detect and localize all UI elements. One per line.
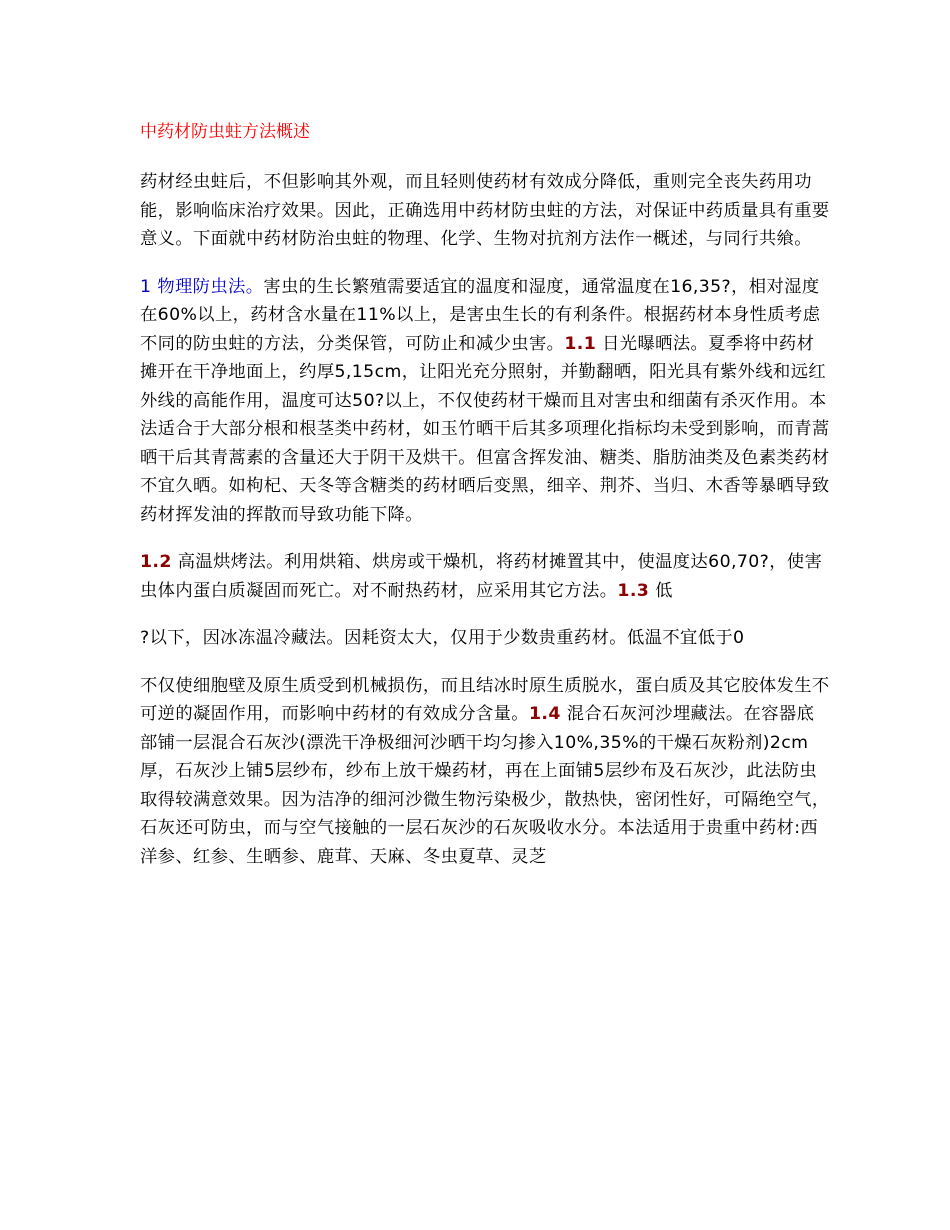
section-1-number: 1 xyxy=(140,276,152,297)
fragment-text-1: ?以下，因冰冻温冷藏法。因耗资太大，仅用于少数贵重药材。低温不宜低于0 xyxy=(140,628,745,648)
document-title: 中药材防虫蛀方法概述 xyxy=(140,122,310,142)
section-1-2-number: 1.2 xyxy=(140,552,172,572)
intro-paragraph xyxy=(140,168,830,254)
section-1-2-text: 高温烘烤法。利用烘箱、烘房或干燥机，将药材摊置其中，使温度达60,70?，使害虫体内蛋白质凝固而死亡。对不耐热药材，应采用其它方法。 xyxy=(140,552,823,601)
section-1-3-number: 1.3 xyxy=(617,580,650,601)
fragment-paragraph-1 xyxy=(140,624,830,653)
section-1-2-paragraph xyxy=(140,548,830,605)
section-1-paragraph xyxy=(140,273,830,530)
section-1-4-number: 1.4 xyxy=(529,704,561,724)
fragment-text-2: 不仅使细胞壁及原生质受到机械损伤，而且结冰时原生质脱水，蛋白质及其它胶体发生不可逆的凝固作用，而影响中药材的有效成分含量。 xyxy=(140,675,830,724)
section-1-3-text: 低 xyxy=(655,580,673,601)
section-1-text: 害虫的生长繁殖需要适宜的温度和湿度，通常温度在16,35?，相对湿度在60%以上，药材含水量在11%以上，是害虫生长的有利条件。根据药材本身性质考虑不同的防虫蛀的方法，分类保管，可防止和减少虫害。 xyxy=(140,276,821,354)
intro-text: 药材经虫蛀后，不但影响其外观，而且轻则使药材有效成分降低，重则完全丧失药用功能，影响临床治疗效果。因此，正确选用中药材防虫蛀的方法，对保证中药质量具有重要意义。下面就中药材防治虫蛀的物理、化学、生物对抗剂方法作一概述，与同行共飨。 xyxy=(140,172,830,249)
section-1-heading: 物理防虫法。 xyxy=(157,276,264,297)
section-1-4-text: 混合石灰河沙埋藏法。在容器底部铺一层混合石灰沙(漂洗干净极细河沙晒干均匀掺入10%,35%的干燥石灰粉剂)2cm厚，石灰沙上铺5层纱布，纱布上放干燥药材，再在上面铺5层纱布及石灰沙，此法防虫取得较满意效果。因为洁净的细河沙微生物污染极少，散热快，密闭性好，可隔绝空气，石灰还可防虫，而与空气接触的一层石灰沙的石灰吸收水分。本法适用于贵重中药材:西洋参、红参、生晒参、鹿茸、天麻、冬虫夏草、灵芝 xyxy=(140,704,830,867)
document-page xyxy=(140,118,830,890)
fragment-paragraph-2 xyxy=(140,672,830,872)
section-1-1-number: 1.1 xyxy=(564,333,597,354)
section-1-1-text: 日光曝晒法。夏季将中药材摊开在干净地面上，约厚5,15cm，让阳光充分照射，并勤翻晒，阳光具有紫外线和远红外线的高能作用，温度可达50?以上，不仅使药材干燥而且对害虫和细菌有杀灭作用。本法适合于大部分根和根茎类中药材，如玉竹晒干后其多项理化指标均未受到影响，而青蒿晒干后其青蒿素的含量还大于阴干及烘干。但富含挥发油、糖类、脂肪油类及色素类药材不宜久晒。如枸杞、天冬等含糖类的药材晒后变黑，细辛、荆芥、当归、木香等暴晒导致药材挥发油的挥散而导致功能下降。 xyxy=(140,333,830,525)
